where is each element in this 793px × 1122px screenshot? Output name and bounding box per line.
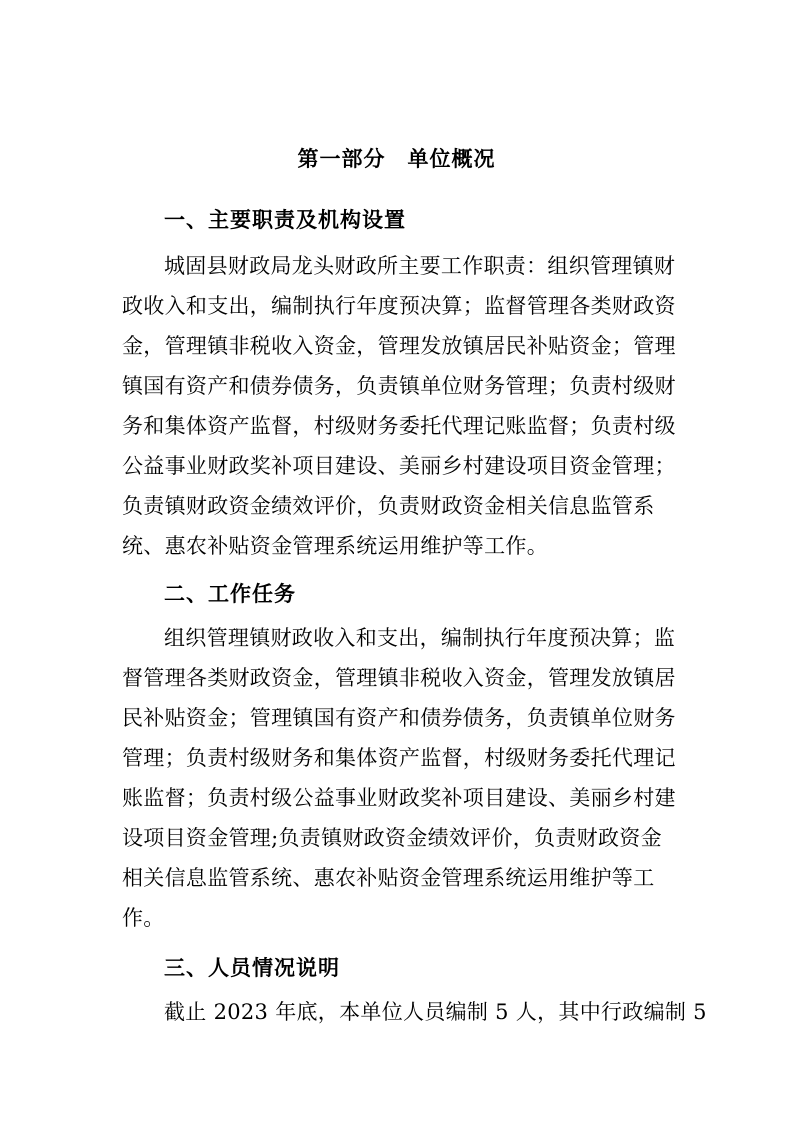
paragraph-line: 督管理各类财政资金，管理镇非税收入资金，管理发放镇居 bbox=[122, 666, 676, 690]
section-heading-tasks: 二、工作任务 bbox=[164, 581, 296, 606]
paragraph-line: 金，管理镇非税收入资金，管理发放镇居民补贴资金；管理 bbox=[122, 334, 676, 358]
paragraph-line: 作。 bbox=[122, 906, 165, 930]
page-title: 第一部分 单位概况 bbox=[297, 146, 496, 171]
section-heading-staffing: 三、人员情况说明 bbox=[164, 955, 340, 980]
paragraph-line: 民补贴资金；管理镇国有资产和债券债务，负责镇单位财务 bbox=[122, 706, 676, 730]
paragraph-line: 管理；负责村级财务和集体资产监督，村级财务委托代理记 bbox=[122, 746, 676, 770]
paragraph-line: 统、惠农补贴资金管理系统运用维护等工作。 bbox=[122, 534, 548, 558]
paragraph-line: 截止 2023 年底，本单位人员编制 5 人，其中行政编制 5 bbox=[164, 1000, 707, 1024]
paragraph-line: 相关信息监管系统、惠农补贴资金管理系统运用维护等工 bbox=[122, 866, 655, 890]
paragraph-line: 设项目资金管理;负责镇财政资金绩效评价，负责财政资金 bbox=[122, 826, 662, 850]
paragraph-line: 组织管理镇财政收入和支出，编制执行年度预决算；监 bbox=[164, 626, 676, 650]
paragraph-line: 政收入和支出，编制执行年度预决算；监督管理各类财政资 bbox=[122, 294, 676, 318]
paragraph-line: 负责镇财政资金绩效评价，负责财政资金相关信息监管系 bbox=[122, 494, 655, 518]
paragraph-line: 账监督；负责村级公益事业财政奖补项目建设、美丽乡村建 bbox=[122, 786, 676, 810]
paragraph-line: 镇国有资产和债券债务，负责镇单位财务管理；负责村级财 bbox=[122, 374, 676, 398]
paragraph-line: 公益事业财政奖补项目建设、美丽乡村建设项目资金管理； bbox=[122, 454, 676, 478]
section-heading-duties: 一、主要职责及机构设置 bbox=[164, 207, 406, 232]
paragraph-line: 城固县财政局龙头财政所主要工作职责：组织管理镇财 bbox=[164, 254, 676, 278]
paragraph-line: 务和集体资产监督，村级财务委托代理记账监督；负责村级 bbox=[122, 414, 676, 438]
